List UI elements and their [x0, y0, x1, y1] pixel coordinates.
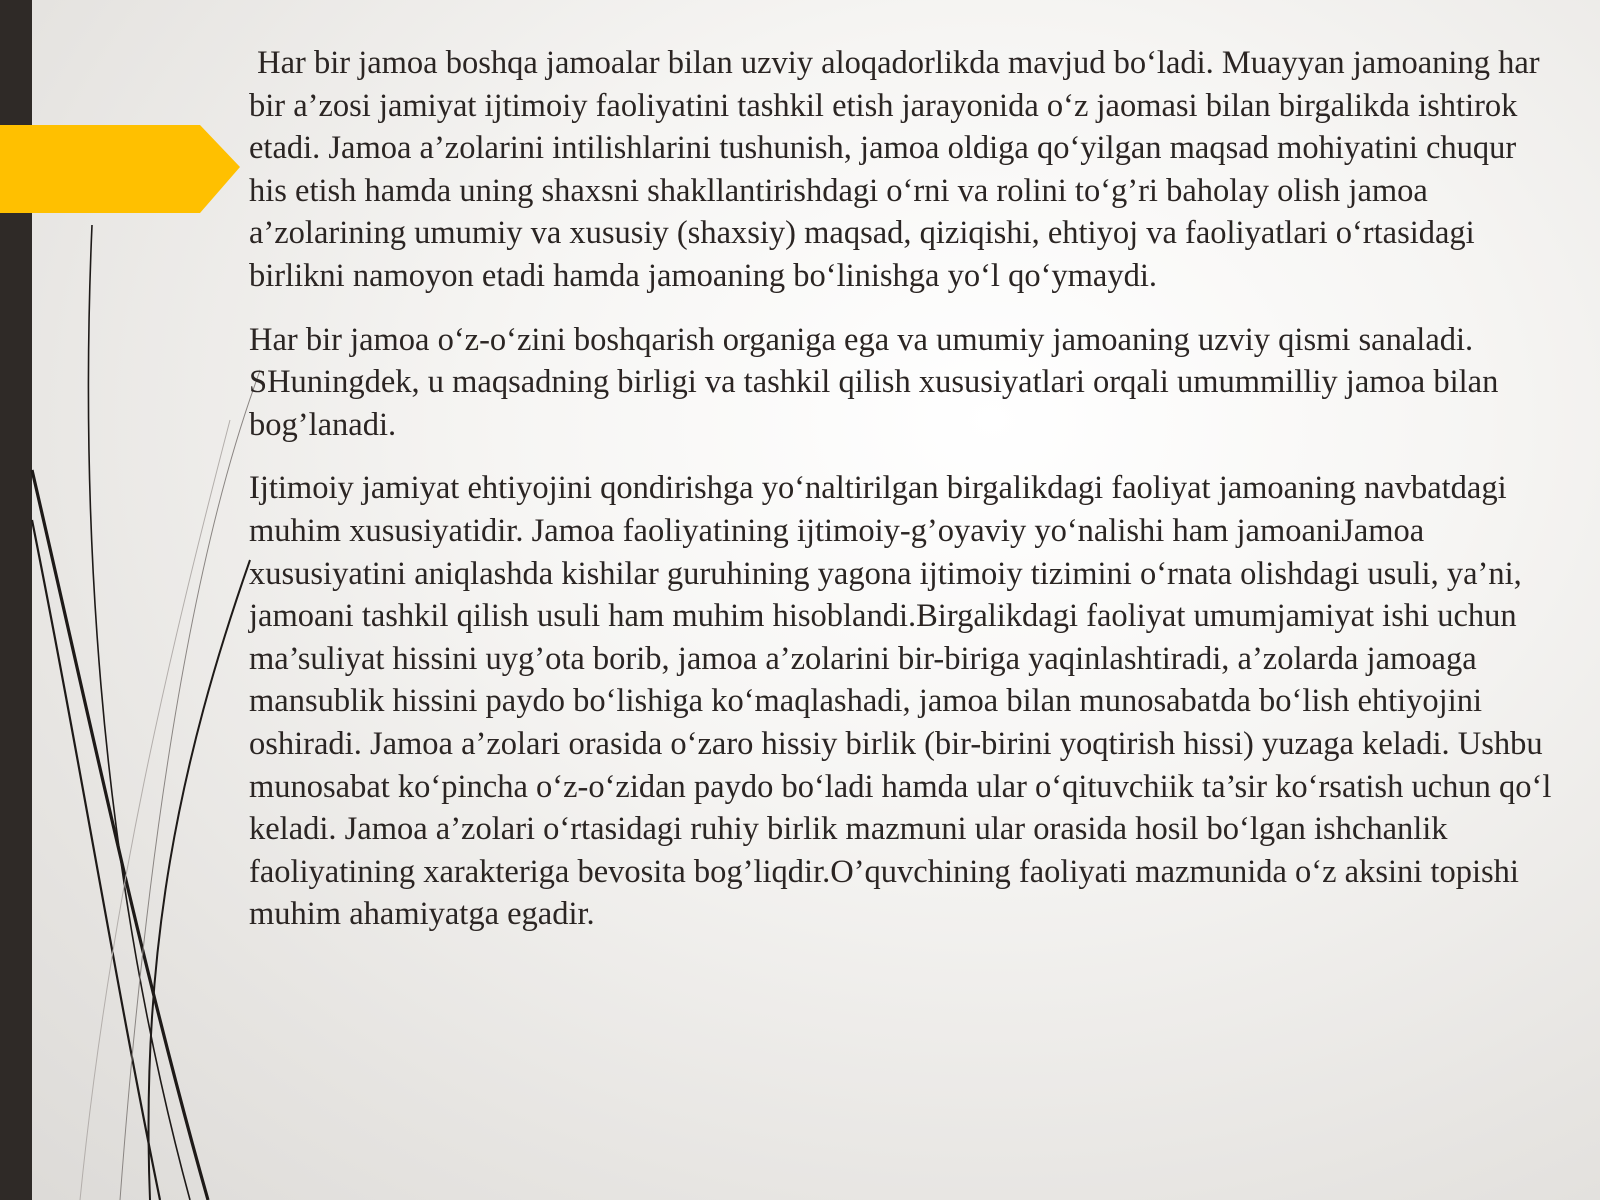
slide-text-body	[249, 42, 1559, 957]
paragraph-2: Har bir jamoa o‘z-o‘zini boshqarish organiga ega va umumiy jamoaning uzviy qismi sanaladi. SHuningdek, u maqsadning birligi va tashkil qilish xususiyatlari orqali umummilliy jamoa bilan bog’lanadi.	[249, 321, 1499, 443]
curve-line-3	[88, 225, 190, 1200]
curve-line-6	[80, 420, 230, 1200]
curve-line-4	[148, 560, 250, 1200]
curve-line-5	[120, 350, 260, 1200]
paragraph-1: Har bir jamoa boshqa jamoalar bilan uzviy aloqadorlikda mavjud bo‘ladi. Muayyan jamoaning har bir a’zosi jamiyat ijtimoiy faoliyatini tashkil etish jarayonida o‘z jaomasi bilan birgalikda ishtirok etadi. Jamoa a’zolarini intilishlarini tushunish, jamoa oldiga qo‘yilgan maqsad mohiyatini chuqur his etish hamda uning shaxsni shakllantirishdagi o‘rni va rolini to‘g’ri baholay olish jamoa a’zolarining umumiy va xususiy (shaxsiy) maqsad, qiziqishi, ehtiyoj va faoliyatlari o‘rtasidagi birlikni namoyon etadi hamda jamoaning bo‘linishga yo‘l qo‘ymaydi.	[249, 45, 1548, 294]
paragraph-3: Ijtimoiy jamiyat ehtiyojini qondirishga yo‘naltirilgan birgalikdagi faoliyat jamoaning navbatdagi muhim xususiyatidir. Jamoa faoliyatining ijtimoiy-g’oyaviy yo‘nalishi ham jamoaniJamoa xususiyatini aniqlashda kishilar guruhining yagona ijtimoiy tizimini o‘rnata olishdagi usuli, ya’ni, jamoani tashkil qilish usuli ham muhim hisoblandi.Birgalikdagi faoliyat umumjamiyat ishi uchun ma’suliyat hissini uyg’ota borib, jamoa a’zolarini bir-biriga yaqinlashtiradi, a’zolarda jamoaga mansublik hissini paydo bo‘lishiga ko‘maqlashadi, jamoa bilan munosabatda bo‘lish ehtiyojini oshiradi. Jamoa a’zolari orasida o‘zaro hissiy birlik (bir-birini yoqtirish hissi) yuzaga keladi. Ushbu munosabat ko‘pincha o‘z-o‘zidan paydo bo‘ladi hamda ular o‘qituvchiik ta’sir ko‘rsatish uchun qo‘l keladi. Jamoa a’zolari o‘rtasidagi ruhiy birlik mazmuni ular orasida hosil bo‘lgan ishchanlik faoliyatining xarakteriga bevosita bog’liqdir.O’quvchining faoliyati mazmunida o‘z aksini topishi muhim ahamiyatga egadir.	[249, 470, 1552, 933]
decorative-lines	[0, 0, 260, 1200]
yellow-arrow-shape	[0, 125, 240, 213]
curve-line-1	[32, 470, 208, 1200]
